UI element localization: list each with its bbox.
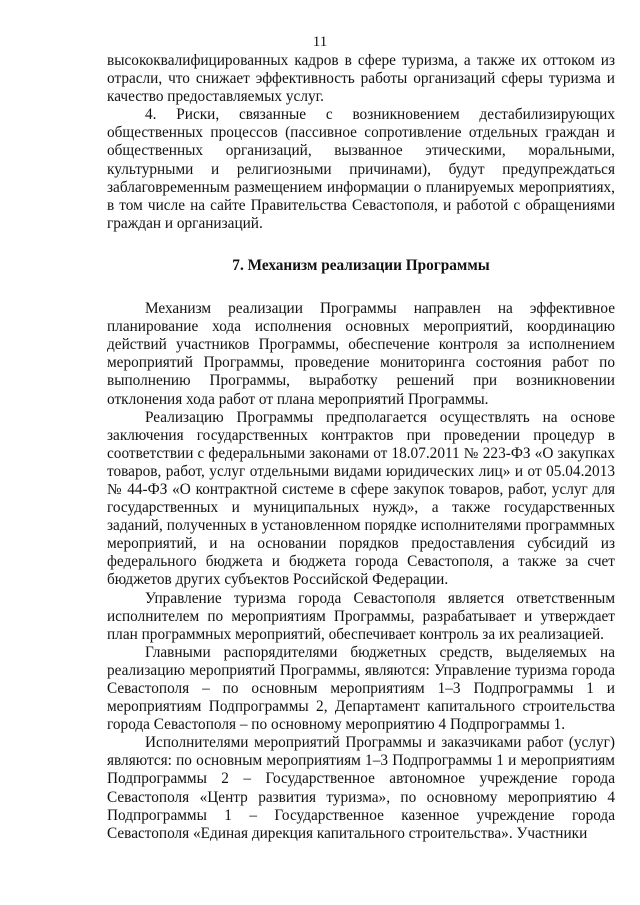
paragraph-contracts: Реализацию Программы предполагается осуществлять на основе заключения государственных контрактов при проведении процедур в соответствии с федеральными законами от 18.07.2011 № 223-ФЗ «О закупках товаров, работ, услуг отдельными видами юридических лиц» и от 05.04.2013 № 44-ФЗ «О контрактной системе в сфере закупок товаров, работ, услуг для государственных и муниципальных нужд», а также государственных заданий, полученных в установленном порядке исполнителями программных мероприятий, и на основании порядков предоставления субсидий из федерального бюджета и бюджета города Севастополя, а также за счет бюджетов других субъектов Российской Федерации.	[107, 408, 615, 589]
paragraph-executors: Исполнителями мероприятий Программы и заказчиками работ (услуг) являются: по основным мероприятиям 1–3 Подпрограммы 1 и мероприятиям Подпрограммы 2 – Государственное автономное учреждение города Севастополя «Центр развития туризма», по основному мероприятию 4 Подпрограммы 1 – Государственное казенное учреждение города Севастополя «Единая дирекция капитального строительства». Участники	[107, 734, 615, 842]
page-number: 11	[312, 34, 328, 50]
paragraph-risk-4: 4. Риски, связанные с возникновением дестабилизирующих общественных процессов (пассивное сопротивление отдельных граждан и общественных организаций, вызванное этическими, моральными, культурными и религиозными причинами), будут предупреждаться заблаговременным размещением информации о планируемых мероприятиях, в том числе на сайте Правительства Севастополя, и работой с обращениями граждан и организаций.	[107, 106, 615, 232]
document-body	[107, 52, 615, 843]
paragraph-risks-continuation: высококвалифицированных кадров в сфере туризма, а также их оттоком из отрасли, что снижает эффективность работы организаций сферы туризма и качество предоставляемых услуг.	[107, 52, 615, 106]
section-heading: 7. Механизм реализации Программы	[232, 256, 490, 274]
paragraph-mechanism: Механизм реализации Программы направлен на эффективное планирование хода исполнения основных мероприятий, координацию действий участников Программы, обеспечение контроля за исполнением мероприятий Программы, проведение мониторинга состояния работ по выполнению Программы, выработку решений при возникновении отклонения хода работ от плана мероприятий Программы.	[107, 300, 615, 408]
paragraph-budget-managers: Главными распорядителями бюджетных средств, выделяемых на реализацию мероприятий Программы, являются: Управление туризма города Севастополя – по основным мероприятиям 1–3 Подпрограммы 1 и мероприятиям Подпрограммы 2, Департамент капитального строительства города Севастополя – по основному мероприятию 4 Подпрограммы 1.	[107, 643, 615, 734]
paragraph-responsible-executor: Управление туризма города Севастополя является ответственным исполнителем по мероприятиям Программы, разрабатывает и утверждает план программных мероприятий, обеспечивает контроль за их реализацией.	[107, 589, 615, 643]
